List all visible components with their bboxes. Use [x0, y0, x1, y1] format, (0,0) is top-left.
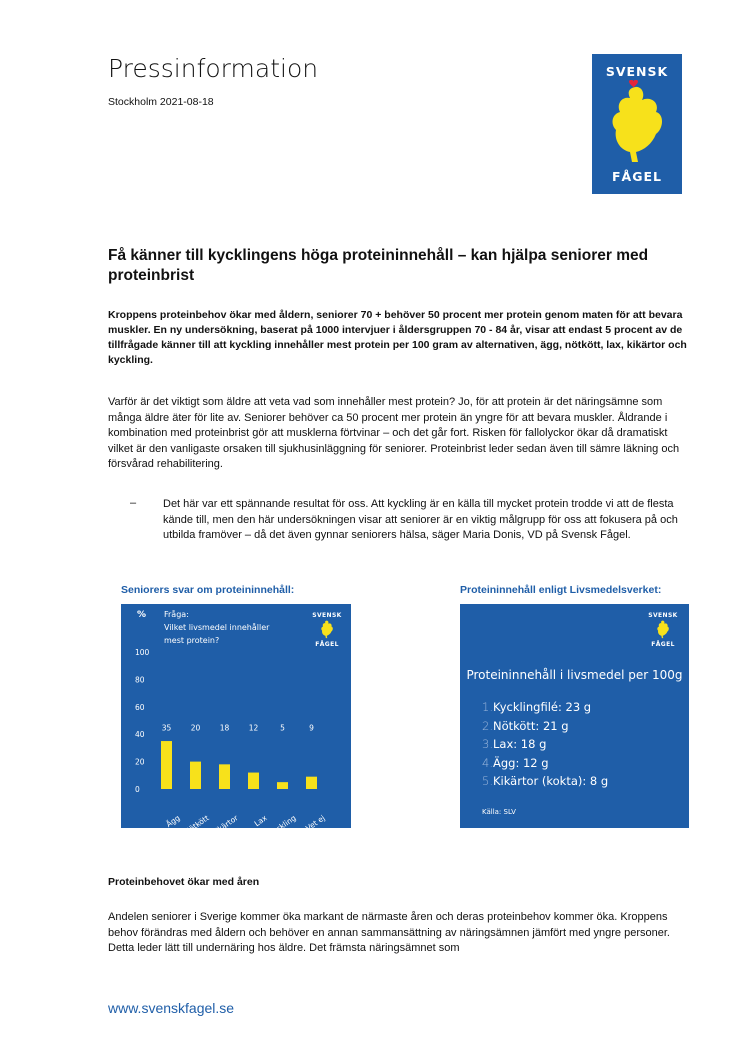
list-item: 5.Kikärtor (kokta): 8 g	[482, 774, 609, 788]
chart-question-line-2: mest protein?	[164, 636, 220, 645]
headline: Få känner till kycklingens höga proteininnehåll – kan hjälpa seniorer med proteinbrist	[108, 247, 649, 284]
chart-caption: Seniorers svar om proteininnehåll:	[121, 584, 295, 596]
y-tick-label: 20	[135, 757, 145, 767]
info-caption: Proteininnehåll enligt Livsmedelsverket:	[460, 584, 662, 596]
bar-value-label: 12	[248, 723, 259, 733]
bar-value-label: 20	[190, 723, 201, 733]
y-tick-label: 0	[135, 785, 140, 794]
page-title: Pressinformation	[108, 54, 319, 83]
chart-question-line-1: Vilket livsmedel innehåller	[164, 623, 270, 632]
rooster-icon	[606, 80, 668, 166]
bar	[161, 741, 172, 789]
mini-logo-2-top: SVENSK	[648, 612, 678, 619]
list-item: 3.Lax: 18 g	[482, 737, 547, 751]
info-title: Proteininnehåll i livsmedel per 100g	[466, 668, 683, 682]
bar	[190, 762, 201, 789]
lead-paragraph: Kroppens proteinbehov ökar med åldern, seniorer 70 + behöver 50 procent mer protein genom maten för att bevara muskler. En ny undersökning, baserat på 1000 intervjuer i åldersgruppen 70 - 84 år, visar att endast 5 procent av de tillfrågade känner till att kyckling innehåller mest protein per 100 gram av alternativen, ägg, nötkött, lax, kikärtor och kyckling.	[108, 309, 687, 366]
mini-logo-top: SVENSK	[312, 612, 342, 619]
category-label: Ägg	[164, 813, 182, 828]
survey-chart-panel	[121, 604, 351, 828]
footer-link[interactable]: www.svenskfagel.se	[108, 1000, 235, 1016]
mini-logo	[312, 612, 342, 648]
logo-bottom-text: FÅGEL	[612, 169, 662, 184]
protein-info-panel	[460, 604, 689, 828]
y-tick-label: 80	[135, 675, 145, 685]
list-item: 1.Kycklingfilé: 23 g	[482, 700, 592, 714]
y-tick-label: 100	[135, 648, 150, 657]
mini-logo-2	[648, 612, 678, 648]
y-tick-label: 40	[135, 730, 145, 740]
category-label: Kikärtor	[210, 813, 240, 828]
bar-value-label: 18	[219, 723, 230, 733]
bar-value-label: 9	[309, 723, 314, 733]
chart-unit-label: %	[137, 610, 147, 620]
body-paragraph-2: Andelen seniorer i Sverige kommer öka markant de närmaste åren och deras proteinbehov kommer öka. Kroppens behov förändras med åldern och behöver en annan sammansättning av näringsämnen jämfört med yngre personer. Detta leder lätt till undernäring hos äldre. Det främsta näringsämnet som	[108, 911, 670, 954]
mini-logo-bottom: FÅGEL	[315, 641, 339, 648]
bar	[277, 782, 288, 789]
svensk-fagel-logo	[592, 54, 682, 194]
bar	[219, 764, 230, 789]
mini-rooster-icon	[319, 619, 335, 639]
y-tick-label: 60	[135, 702, 145, 712]
bar-value-label: 35	[161, 723, 172, 733]
info-source: Källa: SLV	[482, 808, 516, 816]
mini-rooster-icon-2	[655, 619, 671, 639]
protein-list	[482, 698, 608, 791]
body-paragraph-1: Varför är det viktigt som äldre att veta vad som innehåller mest protein? Jo, för att protein är det näringsämne som många äldre äter för lite av. Seniorer behöver ca 50 procent mer protein än yngre för att bevara muskler. Åldrande i kombination med proteinbrist gör att musklerna förtvinar – och det går fort. Risken för fallolyckor ökar då dramatiskt vilket är den vanligaste orsaken till sjukhusinläggning för seniorer. Proteinbrist leder sedan även till sämre läkning och försvårad rehabilitering.	[108, 396, 680, 470]
bar	[248, 773, 259, 789]
list-item: 2.Nötkött: 21 g	[482, 718, 569, 733]
bar-value-label: 5	[280, 723, 285, 733]
logo-top-text: SVENSK	[605, 64, 669, 79]
quote-paragraph: Det här var ett spännande resultat för oss. Att kyckling är en källa till mycket protein trodde vi att de flesta kände till, men den här undersökningen visar att seniorer är en viktig målgrupp för oss att fokusera på och utbilda framöver – då det även gynnar seniorers hälsa, säger Maria Donis, VD på Svensk Fågel.	[163, 498, 678, 541]
chart-question-label: Fråga:	[164, 610, 189, 619]
list-item: 4.Ägg: 12 g	[482, 755, 549, 770]
quote-dash: –	[130, 497, 137, 509]
bar	[306, 777, 317, 789]
category-label: Vet ej	[304, 813, 327, 828]
dateline: Stockholm 2021-08-18	[108, 96, 214, 108]
mini-logo-2-bottom: FÅGEL	[651, 641, 675, 648]
category-label: Kyckling	[267, 813, 298, 828]
section-subhead: Proteinbehovet ökar med åren	[108, 876, 260, 888]
category-label: Lax	[252, 813, 269, 828]
category-label: Nötkött	[182, 813, 211, 828]
